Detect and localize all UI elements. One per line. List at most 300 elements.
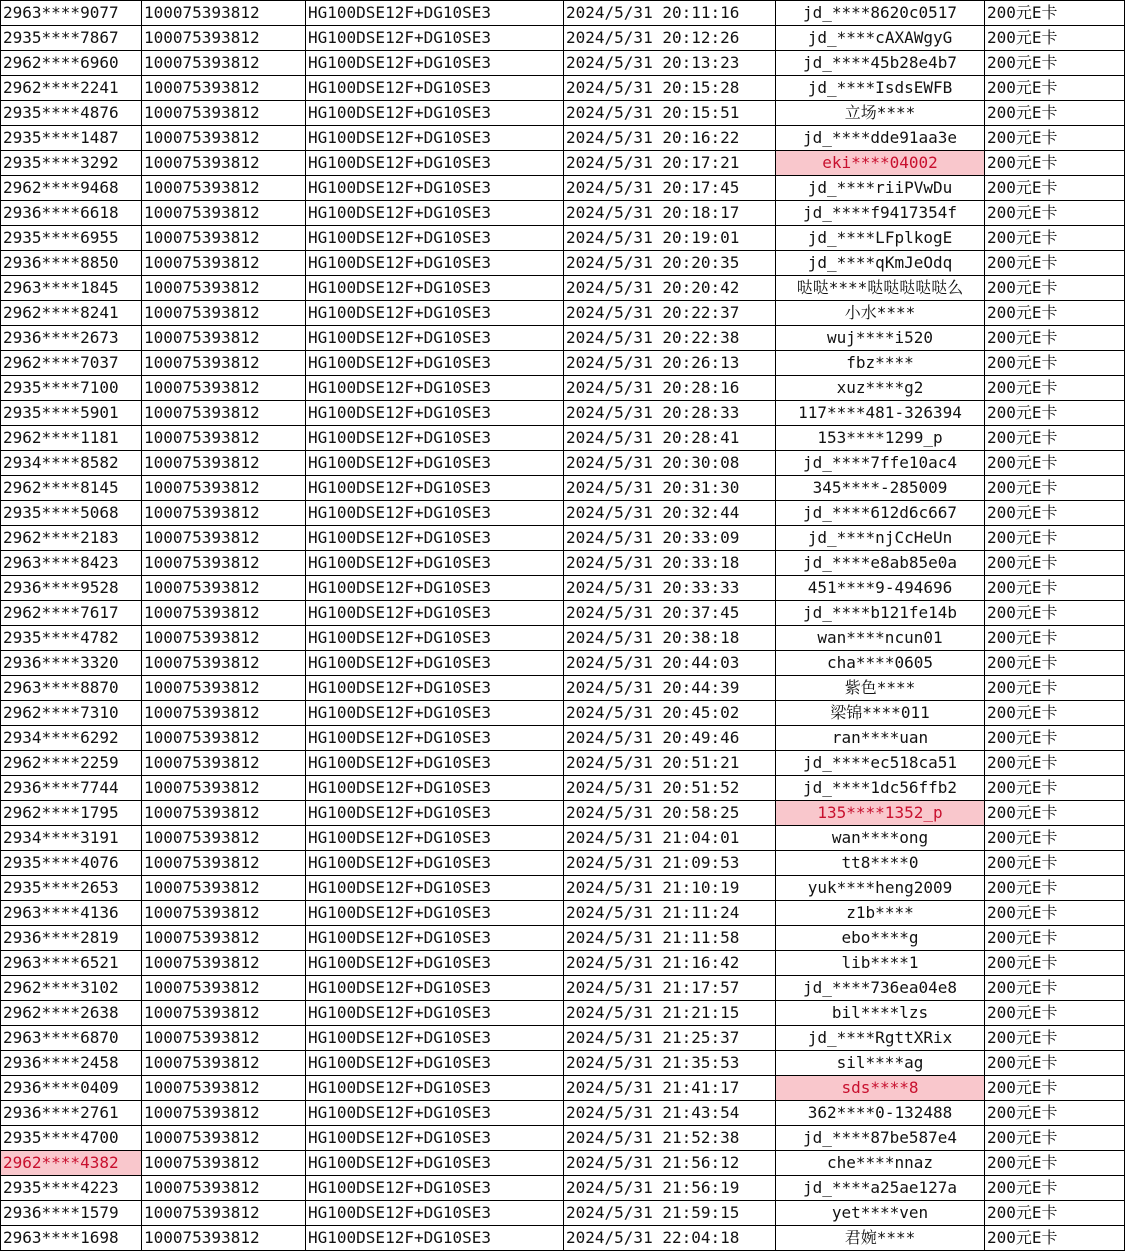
order-id-cell: 2935****1487: [1, 126, 142, 151]
user-id-cell: jd_****736ea04e8: [776, 976, 985, 1001]
model-cell: HG100DSE12F+DG10SE3: [306, 851, 564, 876]
prize-cell: 200元E卡: [985, 851, 1125, 876]
order-time-cell: 2024/5/31 20:28:41: [564, 426, 776, 451]
model-cell: HG100DSE12F+DG10SE3: [306, 426, 564, 451]
order-time-cell: 2024/5/31 20:51:52: [564, 776, 776, 801]
prize-cell: 200元E卡: [985, 876, 1125, 901]
user-id-cell: jd_****612d6c667: [776, 501, 985, 526]
model-cell: HG100DSE12F+DG10SE3: [306, 976, 564, 1001]
model-cell: HG100DSE12F+DG10SE3: [306, 226, 564, 251]
table-row: [1, 1001, 1125, 1026]
prize-cell: 200元E卡: [985, 826, 1125, 851]
sku-cell: 100075393812: [142, 1051, 306, 1076]
table-row: [1, 426, 1125, 451]
prize-cell: 200元E卡: [985, 1101, 1125, 1126]
table-row: [1, 876, 1125, 901]
user-id-cell: 153****1299_p: [776, 426, 985, 451]
order-time-cell: 2024/5/31 21:59:15: [564, 1201, 776, 1226]
order-id-cell: 2963****1845: [1, 276, 142, 301]
order-time-cell: 2024/5/31 20:44:03: [564, 651, 776, 676]
order-id-cell: 2935****2653: [1, 876, 142, 901]
order-time-cell: 2024/5/31 20:18:17: [564, 201, 776, 226]
user-id-cell: jd_****1dc56ffb2: [776, 776, 985, 801]
order-id-cell: 2935****4876: [1, 101, 142, 126]
user-id-cell: 立场****: [776, 101, 985, 126]
user-id-cell: eki****04002: [776, 151, 985, 176]
order-time-cell: 2024/5/31 20:51:21: [564, 751, 776, 776]
order-id-cell: 2936****7744: [1, 776, 142, 801]
user-id-cell: 451****9-494696: [776, 576, 985, 601]
prize-cell: 200元E卡: [985, 951, 1125, 976]
prize-cell: 200元E卡: [985, 676, 1125, 701]
order-time-cell: 2024/5/31 20:33:09: [564, 526, 776, 551]
model-cell: HG100DSE12F+DG10SE3: [306, 1026, 564, 1051]
order-id-cell: 2962****2183: [1, 526, 142, 551]
prize-cell: 200元E卡: [985, 51, 1125, 76]
sku-cell: 100075393812: [142, 226, 306, 251]
model-cell: HG100DSE12F+DG10SE3: [306, 1126, 564, 1151]
prize-cell: 200元E卡: [985, 1076, 1125, 1101]
sku-cell: 100075393812: [142, 776, 306, 801]
user-id-cell: 紫色****: [776, 676, 985, 701]
prize-cell: 200元E卡: [985, 526, 1125, 551]
sku-cell: 100075393812: [142, 1101, 306, 1126]
table-row: [1, 76, 1125, 101]
order-time-cell: 2024/5/31 22:04:18: [564, 1226, 776, 1251]
order-id-cell: 2962****2259: [1, 751, 142, 776]
model-cell: HG100DSE12F+DG10SE3: [306, 176, 564, 201]
user-id-cell: jd_****45b28e4b7: [776, 51, 985, 76]
table-row: [1, 326, 1125, 351]
prize-cell: 200元E卡: [985, 426, 1125, 451]
order-id-cell: 2963****8870: [1, 676, 142, 701]
order-id-cell: 2936****3320: [1, 651, 142, 676]
model-cell: HG100DSE12F+DG10SE3: [306, 351, 564, 376]
order-time-cell: 2024/5/31 20:32:44: [564, 501, 776, 526]
sku-cell: 100075393812: [142, 376, 306, 401]
model-cell: HG100DSE12F+DG10SE3: [306, 151, 564, 176]
user-id-cell: lib****1: [776, 951, 985, 976]
table-row: [1, 776, 1125, 801]
model-cell: HG100DSE12F+DG10SE3: [306, 926, 564, 951]
order-id-cell: 2935****7100: [1, 376, 142, 401]
order-time-cell: 2024/5/31 20:26:13: [564, 351, 776, 376]
order-time-cell: 2024/5/31 21:35:53: [564, 1051, 776, 1076]
prize-cell: 200元E卡: [985, 351, 1125, 376]
user-id-cell: che****nnaz: [776, 1151, 985, 1176]
user-id-cell: jd_****dde91aa3e: [776, 126, 985, 151]
order-time-cell: 2024/5/31 20:15:28: [564, 76, 776, 101]
order-time-cell: 2024/5/31 20:44:39: [564, 676, 776, 701]
sku-cell: 100075393812: [142, 1, 306, 26]
order-id-cell: 2936****8850: [1, 251, 142, 276]
model-cell: HG100DSE12F+DG10SE3: [306, 101, 564, 126]
table-row: [1, 251, 1125, 276]
prize-cell: 200元E卡: [985, 1226, 1125, 1251]
table-row: [1, 1101, 1125, 1126]
sku-cell: 100075393812: [142, 126, 306, 151]
prize-cell: 200元E卡: [985, 726, 1125, 751]
order-id-cell: 2962****2638: [1, 1001, 142, 1026]
model-cell: HG100DSE12F+DG10SE3: [306, 1151, 564, 1176]
prize-cell: 200元E卡: [985, 651, 1125, 676]
order-id-cell: 2936****2819: [1, 926, 142, 951]
user-id-cell: xuz****g2: [776, 376, 985, 401]
sku-cell: 100075393812: [142, 351, 306, 376]
sku-cell: 100075393812: [142, 101, 306, 126]
order-time-cell: 2024/5/31 20:22:38: [564, 326, 776, 351]
user-id-cell: jd_****8620c0517: [776, 1, 985, 26]
order-id-cell: 2962****7617: [1, 601, 142, 626]
user-id-cell: yuk****heng2009: [776, 876, 985, 901]
order-id-cell: 2936****2458: [1, 1051, 142, 1076]
order-time-cell: 2024/5/31 20:17:45: [564, 176, 776, 201]
table-row: [1, 26, 1125, 51]
order-id-cell: 2936****1579: [1, 1201, 142, 1226]
sku-cell: 100075393812: [142, 426, 306, 451]
user-id-cell: 345****-285009: [776, 476, 985, 501]
user-id-cell: 117****481-326394: [776, 401, 985, 426]
order-time-cell: 2024/5/31 20:15:51: [564, 101, 776, 126]
model-cell: HG100DSE12F+DG10SE3: [306, 601, 564, 626]
order-id-cell: 2935****4076: [1, 851, 142, 876]
sku-cell: 100075393812: [142, 526, 306, 551]
prize-cell: 200元E卡: [985, 301, 1125, 326]
user-id-cell: jd_****87be587e4: [776, 1126, 985, 1151]
table-row: [1, 526, 1125, 551]
model-cell: HG100DSE12F+DG10SE3: [306, 126, 564, 151]
table-row: [1, 226, 1125, 251]
prize-cell: 200元E卡: [985, 1151, 1125, 1176]
model-cell: HG100DSE12F+DG10SE3: [306, 801, 564, 826]
order-time-cell: 2024/5/31 20:33:33: [564, 576, 776, 601]
model-cell: HG100DSE12F+DG10SE3: [306, 651, 564, 676]
table-row: [1, 801, 1125, 826]
sku-cell: 100075393812: [142, 951, 306, 976]
model-cell: HG100DSE12F+DG10SE3: [306, 551, 564, 576]
prize-cell: 200元E卡: [985, 276, 1125, 301]
order-time-cell: 2024/5/31 20:11:16: [564, 1, 776, 26]
sku-cell: 100075393812: [142, 651, 306, 676]
order-time-cell: 2024/5/31 21:17:57: [564, 976, 776, 1001]
sku-cell: 100075393812: [142, 76, 306, 101]
order-time-cell: 2024/5/31 20:31:30: [564, 476, 776, 501]
table-row: [1, 651, 1125, 676]
sku-cell: 100075393812: [142, 251, 306, 276]
model-cell: HG100DSE12F+DG10SE3: [306, 776, 564, 801]
prize-cell: 200元E卡: [985, 576, 1125, 601]
table-row: [1, 1226, 1125, 1251]
sku-cell: 100075393812: [142, 1226, 306, 1251]
table-row: [1, 626, 1125, 651]
table-row: [1, 1201, 1125, 1226]
table-row: [1, 201, 1125, 226]
model-cell: HG100DSE12F+DG10SE3: [306, 901, 564, 926]
table-row: [1, 751, 1125, 776]
prize-cell: 200元E卡: [985, 1126, 1125, 1151]
order-id-cell: 2962****4382: [1, 1151, 142, 1176]
prize-cell: 200元E卡: [985, 601, 1125, 626]
model-cell: HG100DSE12F+DG10SE3: [306, 676, 564, 701]
user-id-cell: jd_****f9417354f: [776, 201, 985, 226]
model-cell: HG100DSE12F+DG10SE3: [306, 726, 564, 751]
sku-cell: 100075393812: [142, 151, 306, 176]
model-cell: HG100DSE12F+DG10SE3: [306, 251, 564, 276]
order-id-cell: 2934****3191: [1, 826, 142, 851]
user-id-cell: sil****ag: [776, 1051, 985, 1076]
order-id-cell: 2962****7310: [1, 701, 142, 726]
prize-cell: 200元E卡: [985, 1051, 1125, 1076]
user-id-cell: fbz****: [776, 351, 985, 376]
order-time-cell: 2024/5/31 20:13:23: [564, 51, 776, 76]
model-cell: HG100DSE12F+DG10SE3: [306, 1101, 564, 1126]
model-cell: HG100DSE12F+DG10SE3: [306, 301, 564, 326]
user-id-cell: jd_****7ffe10ac4: [776, 451, 985, 476]
prize-cell: 200元E卡: [985, 201, 1125, 226]
user-id-cell: bil****lzs: [776, 1001, 985, 1026]
order-id-cell: 2962****7037: [1, 351, 142, 376]
sku-cell: 100075393812: [142, 1151, 306, 1176]
model-cell: HG100DSE12F+DG10SE3: [306, 576, 564, 601]
user-id-cell: jd_****RgttXRix: [776, 1026, 985, 1051]
order-id-cell: 2963****4136: [1, 901, 142, 926]
prize-cell: 200元E卡: [985, 1, 1125, 26]
order-time-cell: 2024/5/31 20:12:26: [564, 26, 776, 51]
user-id-cell: tt8****0: [776, 851, 985, 876]
order-id-cell: 2962****1795: [1, 801, 142, 826]
sku-cell: 100075393812: [142, 1001, 306, 1026]
order-id-cell: 2936****0409: [1, 1076, 142, 1101]
user-id-cell: ebo****g: [776, 926, 985, 951]
model-cell: HG100DSE12F+DG10SE3: [306, 51, 564, 76]
table-row: [1, 501, 1125, 526]
prize-cell: 200元E卡: [985, 376, 1125, 401]
order-time-cell: 2024/5/31 21:16:42: [564, 951, 776, 976]
order-id-cell: 2935****7867: [1, 26, 142, 51]
prize-cell: 200元E卡: [985, 501, 1125, 526]
user-id-cell: cha****0605: [776, 651, 985, 676]
model-cell: HG100DSE12F+DG10SE3: [306, 1051, 564, 1076]
sku-cell: 100075393812: [142, 851, 306, 876]
sku-cell: 100075393812: [142, 301, 306, 326]
order-time-cell: 2024/5/31 21:11:58: [564, 926, 776, 951]
user-id-cell: jd_****IsdsEWFB: [776, 76, 985, 101]
prize-cell: 200元E卡: [985, 1001, 1125, 1026]
sku-cell: 100075393812: [142, 676, 306, 701]
model-cell: HG100DSE12F+DG10SE3: [306, 276, 564, 301]
order-id-cell: 2963****6521: [1, 951, 142, 976]
table-row: [1, 851, 1125, 876]
order-id-cell: 2936****6618: [1, 201, 142, 226]
prize-cell: 200元E卡: [985, 76, 1125, 101]
user-id-cell: 君婉****: [776, 1226, 985, 1251]
order-time-cell: 2024/5/31 20:16:22: [564, 126, 776, 151]
prize-cell: 200元E卡: [985, 126, 1125, 151]
order-id-cell: 2963****8423: [1, 551, 142, 576]
user-id-cell: jd_****e8ab85e0a: [776, 551, 985, 576]
order-time-cell: 2024/5/31 20:28:33: [564, 401, 776, 426]
user-id-cell: jd_****ec518ca51: [776, 751, 985, 776]
sku-cell: 100075393812: [142, 726, 306, 751]
table-row: [1, 1076, 1125, 1101]
order-time-cell: 2024/5/31 21:04:01: [564, 826, 776, 851]
sku-cell: 100075393812: [142, 401, 306, 426]
table-row: [1, 1026, 1125, 1051]
prize-cell: 200元E卡: [985, 226, 1125, 251]
sku-cell: 100075393812: [142, 801, 306, 826]
prize-cell: 200元E卡: [985, 926, 1125, 951]
order-time-cell: 2024/5/31 20:38:18: [564, 626, 776, 651]
prize-cell: 200元E卡: [985, 626, 1125, 651]
order-time-cell: 2024/5/31 21:43:54: [564, 1101, 776, 1126]
sku-cell: 100075393812: [142, 501, 306, 526]
sku-cell: 100075393812: [142, 826, 306, 851]
sku-cell: 100075393812: [142, 451, 306, 476]
sku-cell: 100075393812: [142, 1201, 306, 1226]
sku-cell: 100075393812: [142, 276, 306, 301]
order-time-cell: 2024/5/31 20:17:21: [564, 151, 776, 176]
prize-cell: 200元E卡: [985, 776, 1125, 801]
sku-cell: 100075393812: [142, 476, 306, 501]
prize-cell: 200元E卡: [985, 801, 1125, 826]
prize-cell: 200元E卡: [985, 751, 1125, 776]
user-id-cell: jd_****qKmJeOdq: [776, 251, 985, 276]
order-id-cell: 2935****3292: [1, 151, 142, 176]
user-id-cell: z1b****: [776, 901, 985, 926]
sku-cell: 100075393812: [142, 1126, 306, 1151]
model-cell: HG100DSE12F+DG10SE3: [306, 1, 564, 26]
user-id-cell: jd_****b121fe14b: [776, 601, 985, 626]
prize-cell: 200元E卡: [985, 1201, 1125, 1226]
model-cell: HG100DSE12F+DG10SE3: [306, 376, 564, 401]
sku-cell: 100075393812: [142, 701, 306, 726]
order-id-cell: 2936****9528: [1, 576, 142, 601]
user-id-cell: 哒哒****哒哒哒哒哒么: [776, 276, 985, 301]
prize-cell: 200元E卡: [985, 251, 1125, 276]
sku-cell: 100075393812: [142, 176, 306, 201]
model-cell: HG100DSE12F+DG10SE3: [306, 201, 564, 226]
prize-cell: 200元E卡: [985, 901, 1125, 926]
user-id-cell: wan****ong: [776, 826, 985, 851]
order-id-cell: 2935****5901: [1, 401, 142, 426]
order-time-cell: 2024/5/31 20:30:08: [564, 451, 776, 476]
user-id-cell: jd_****cAXAWgyG: [776, 26, 985, 51]
table-row: [1, 1, 1125, 26]
order-id-cell: 2935****6955: [1, 226, 142, 251]
order-id-cell: 2963****1698: [1, 1226, 142, 1251]
order-time-cell: 2024/5/31 21:10:19: [564, 876, 776, 901]
table-row: [1, 101, 1125, 126]
sku-cell: 100075393812: [142, 876, 306, 901]
order-time-cell: 2024/5/31 20:33:18: [564, 551, 776, 576]
table-row: [1, 701, 1125, 726]
prize-cell: 200元E卡: [985, 701, 1125, 726]
order-time-cell: 2024/5/31 20:45:02: [564, 701, 776, 726]
order-id-cell: 2934****6292: [1, 726, 142, 751]
model-cell: HG100DSE12F+DG10SE3: [306, 1226, 564, 1251]
sku-cell: 100075393812: [142, 51, 306, 76]
prize-cell: 200元E卡: [985, 26, 1125, 51]
table-row: [1, 576, 1125, 601]
user-id-cell: wuj****i520: [776, 326, 985, 351]
table-row: [1, 976, 1125, 1001]
table-row: [1, 676, 1125, 701]
sku-cell: 100075393812: [142, 26, 306, 51]
table-row: [1, 826, 1125, 851]
prize-cell: 200元E卡: [985, 551, 1125, 576]
model-cell: HG100DSE12F+DG10SE3: [306, 451, 564, 476]
order-time-cell: 2024/5/31 20:20:35: [564, 251, 776, 276]
order-time-cell: 2024/5/31 21:11:24: [564, 901, 776, 926]
table-body: [1, 1, 1125, 1251]
sku-cell: 100075393812: [142, 551, 306, 576]
user-id-cell: 小水****: [776, 301, 985, 326]
order-id-cell: 2936****2761: [1, 1101, 142, 1126]
order-time-cell: 2024/5/31 21:52:38: [564, 1126, 776, 1151]
model-cell: HG100DSE12F+DG10SE3: [306, 826, 564, 851]
table-row: [1, 276, 1125, 301]
order-id-cell: 2962****1181: [1, 426, 142, 451]
model-cell: HG100DSE12F+DG10SE3: [306, 526, 564, 551]
model-cell: HG100DSE12F+DG10SE3: [306, 76, 564, 101]
sku-cell: 100075393812: [142, 601, 306, 626]
order-time-cell: 2024/5/31 20:19:01: [564, 226, 776, 251]
user-id-cell: 梁锦****011: [776, 701, 985, 726]
user-id-cell: jd_****LFplkogE: [776, 226, 985, 251]
table-row: [1, 601, 1125, 626]
order-time-cell: 2024/5/31 20:37:45: [564, 601, 776, 626]
table-row: [1, 451, 1125, 476]
model-cell: HG100DSE12F+DG10SE3: [306, 26, 564, 51]
user-id-cell: jd_****njCcHeUn: [776, 526, 985, 551]
order-time-cell: 2024/5/31 21:41:17: [564, 1076, 776, 1101]
table-row: [1, 726, 1125, 751]
prize-cell: 200元E卡: [985, 326, 1125, 351]
prize-cell: 200元E卡: [985, 976, 1125, 1001]
user-id-cell: 135****1352_p: [776, 801, 985, 826]
model-cell: HG100DSE12F+DG10SE3: [306, 1076, 564, 1101]
table-row: [1, 926, 1125, 951]
sku-cell: 100075393812: [142, 926, 306, 951]
table-row: [1, 551, 1125, 576]
order-time-cell: 2024/5/31 20:28:16: [564, 376, 776, 401]
user-id-cell: sds****8: [776, 1076, 985, 1101]
table-row: [1, 376, 1125, 401]
order-id-cell: 2962****9468: [1, 176, 142, 201]
sku-cell: 100075393812: [142, 576, 306, 601]
table-row: [1, 401, 1125, 426]
model-cell: HG100DSE12F+DG10SE3: [306, 876, 564, 901]
user-id-cell: 362****0-132488: [776, 1101, 985, 1126]
sku-cell: 100075393812: [142, 1076, 306, 1101]
model-cell: HG100DSE12F+DG10SE3: [306, 501, 564, 526]
table-row: [1, 126, 1125, 151]
model-cell: HG100DSE12F+DG10SE3: [306, 626, 564, 651]
sku-cell: 100075393812: [142, 626, 306, 651]
sku-cell: 100075393812: [142, 326, 306, 351]
prize-cell: 200元E卡: [985, 1176, 1125, 1201]
prize-cell: 200元E卡: [985, 401, 1125, 426]
order-id-cell: 2962****2241: [1, 76, 142, 101]
prize-cell: 200元E卡: [985, 151, 1125, 176]
table-row: [1, 901, 1125, 926]
user-id-cell: jd_****a25ae127a: [776, 1176, 985, 1201]
order-id-cell: 2962****8241: [1, 301, 142, 326]
sku-cell: 100075393812: [142, 901, 306, 926]
table-row: [1, 1126, 1125, 1151]
order-id-cell: 2936****2673: [1, 326, 142, 351]
order-time-cell: 2024/5/31 20:20:42: [564, 276, 776, 301]
